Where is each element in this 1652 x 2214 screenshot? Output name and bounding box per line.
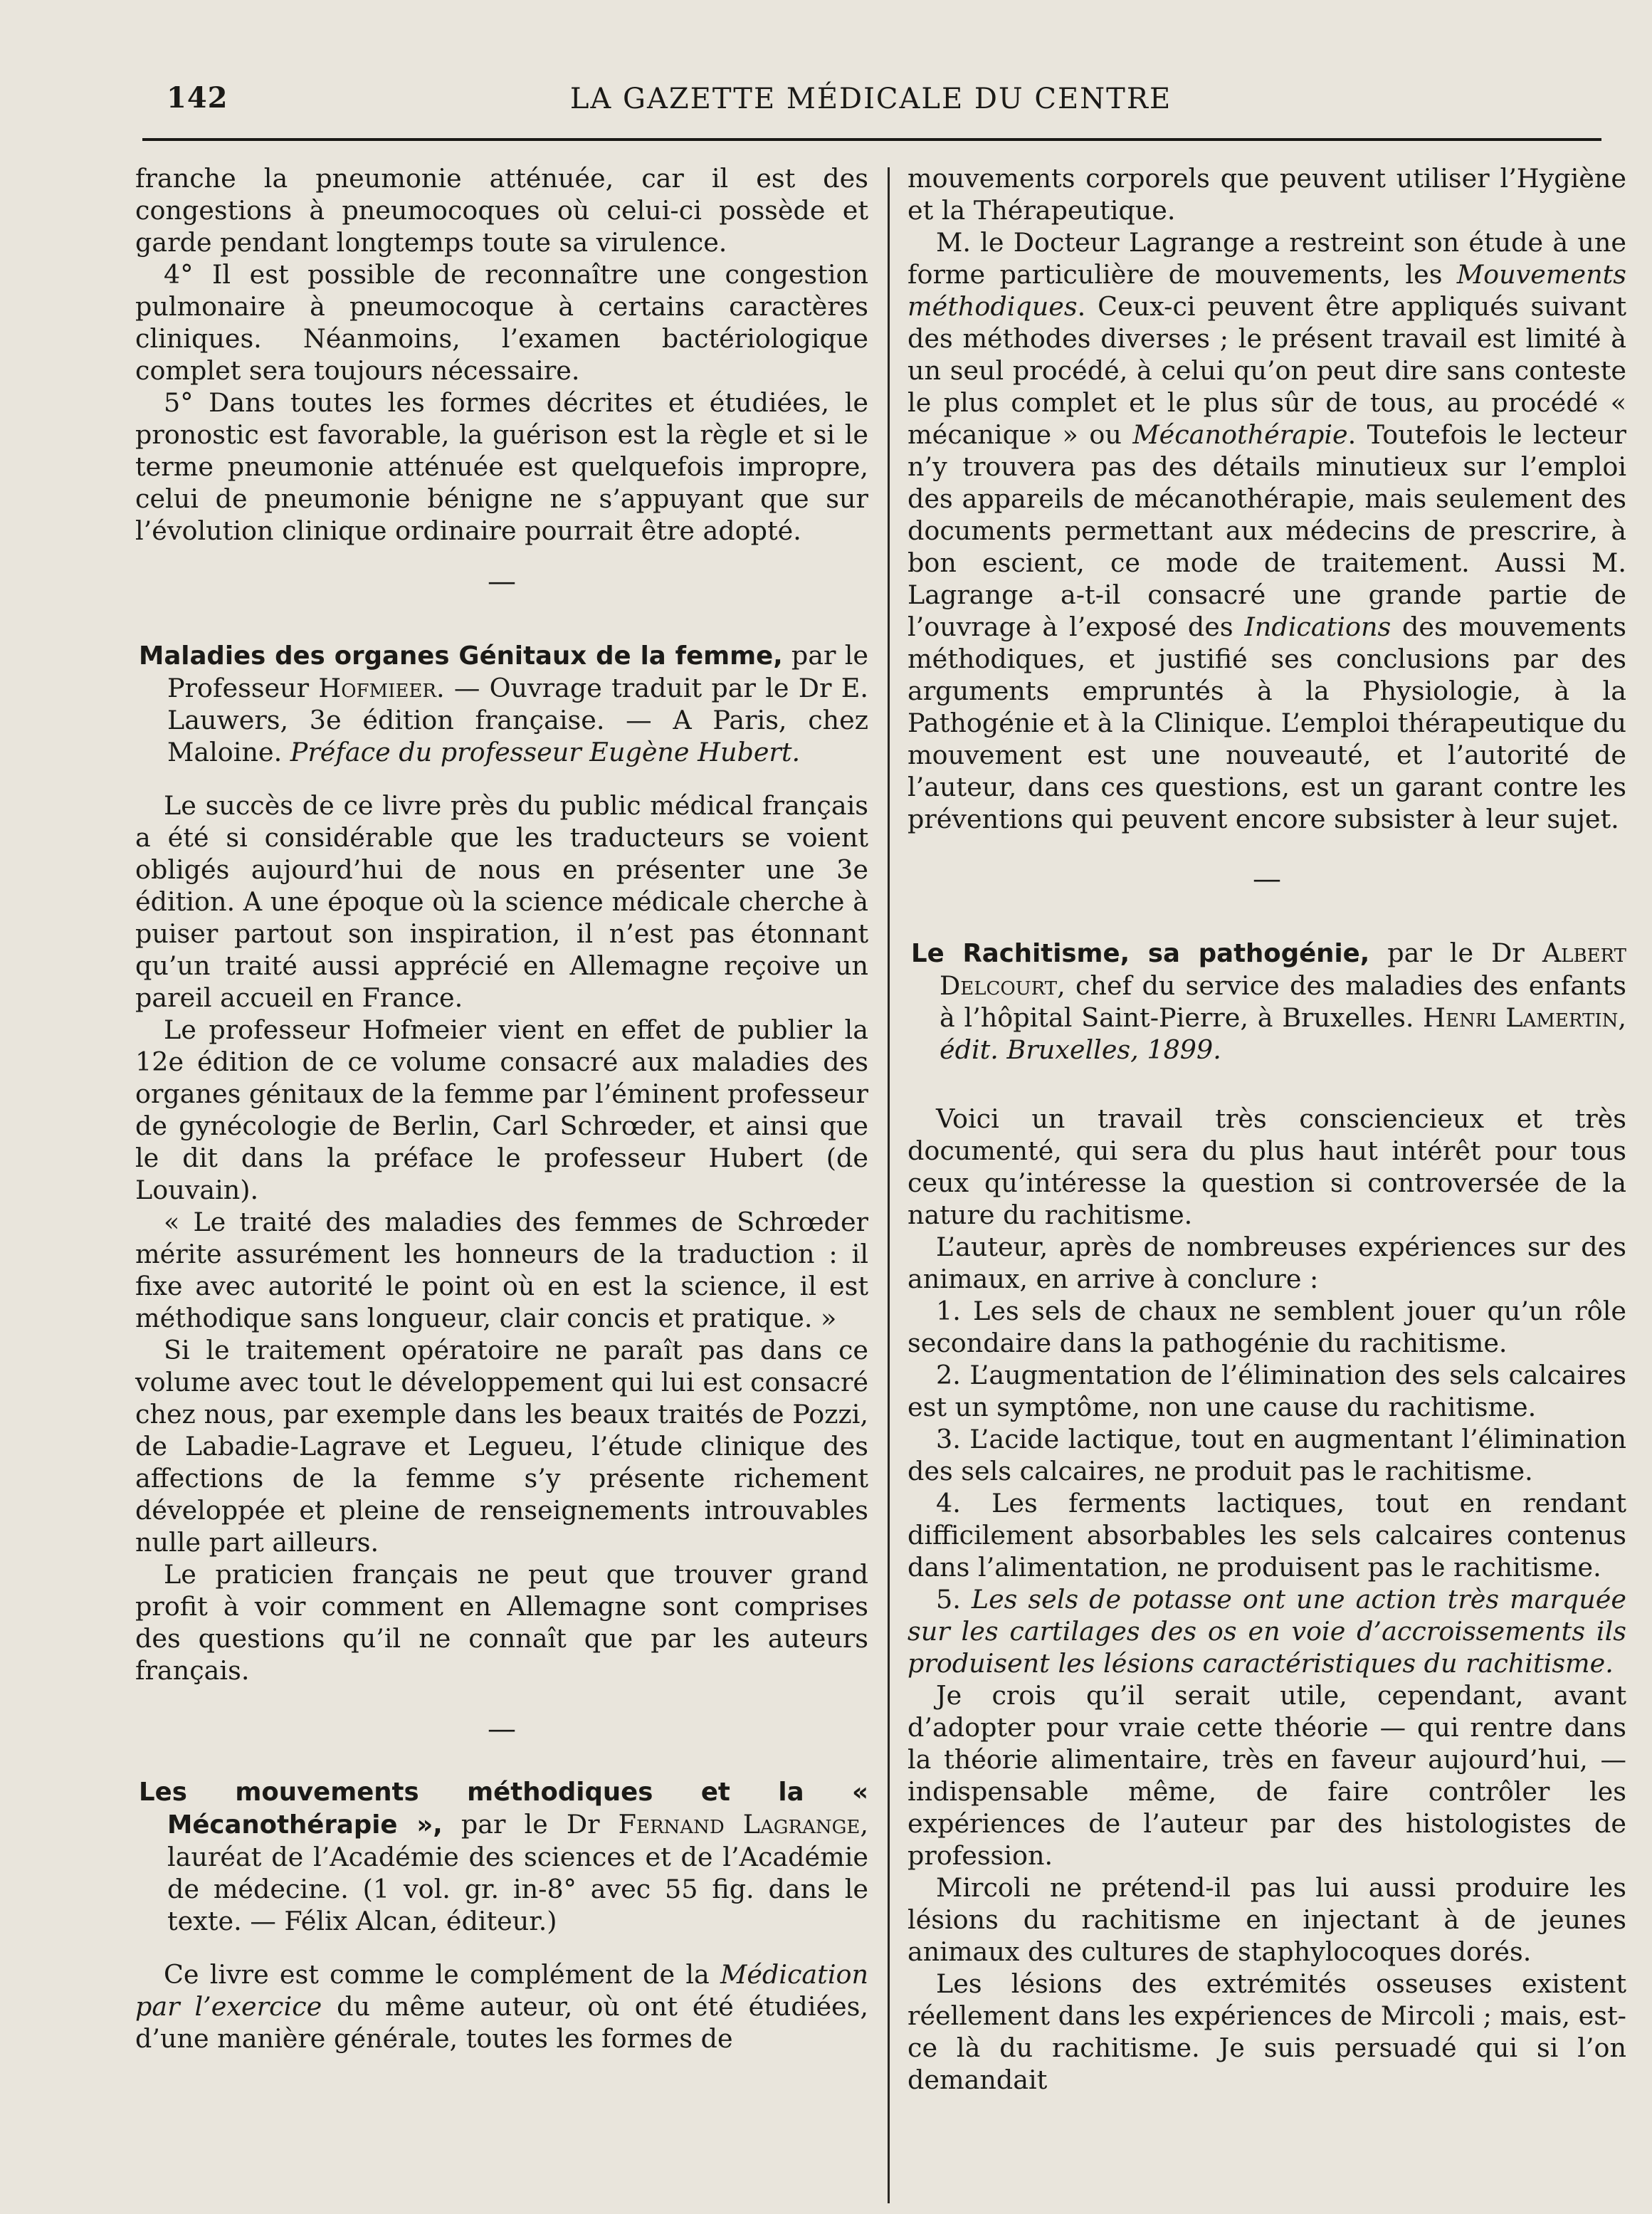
paragraph-quote: « Le traité des maladies des femmes de Schrœder mérite assurément les honneurs de la traduction : il fixe avec autorité le point où en est la science, il est méthodique sans longueur, clair concis et pratique. » (135, 1207, 868, 1333)
paragraph-body: Le succès de ce livre près du public médical français a été si considérable que les traducteurs se voient obligés aujourd’hui de nous en présenter une 3e édition. A une époque où la science médicale cherche à puiser partout son inspiration, il n’est pas étonnant qu’un traité aussi apprécié en Allemagne reçoive un pareil accueil en France. (135, 790, 868, 1013)
article-publication: , lauréat de l’Académie des sciences et de l’Académie de médecine. (1 vol. gr. in-8° avec 55 fig. dans le texte. — Félix Alcan, éditeur.) (167, 1809, 868, 1936)
article-title: Les mouvements méthodiques et la « Mécanothérapie », (139, 1778, 868, 1840)
article-author: Hofmieer (318, 673, 436, 703)
article-publisher: Henri Lamertin (1423, 1002, 1619, 1033)
column-divider (888, 167, 890, 2203)
text-run: . Ceux-ci peuvent être appliqués suivant des méthodes diverses ; le présent travail est limité à un seul procédé, à celui qu’on peut dire sans conteste le plus complet et le plus sûr de tous, au procédé « mécanique » ou (907, 291, 1626, 450)
article-publication: . — Ouvrage traduit par le Dr E. Lauwers, 3e édition française. — A Paris, chez Maloine. (167, 673, 868, 767)
page-number: 142 (167, 81, 228, 115)
paragraph-continued: mouvements corporels que peuvent utiliser l’Hygiène et la Thérapeutique. (907, 163, 1626, 226)
text-run: des mouvements méthodiques, et justifié ses conclusions par des arguments empruntés à la Physiologie, à la Pathogénie et à la Clinique. L’emploi thérapeutique du mouvement est une nouveauté, et l’autorité de l’auteur, dans ces questions, est un garant contre les préventions qui peuvent encore subsister à leur sujet. (907, 612, 1626, 834)
section-separator: — (1253, 863, 1281, 896)
paragraph-conclusion-5: 5° Dans toutes les formes décrites et étudiées, le pronostic est favorable, la guérison est la règle et si le terme pneumonie atténuée est quelquefois impropre, celui de pneumonie bénigne ne s’appuyant que sur l’évolution clinique ordinaire pourrait être adopté. (135, 387, 868, 546)
paragraph-body: Le professeur Hofmeier vient en effet de publier la 12e édition de ce volume consacré aux maladies des organes génitaux de la femme par l’éminent professeur de gynécologie de Berlin, Carl Schrœder, et ainsi que le dit dans la préface le professeur Hubert (de Louvain). (135, 1014, 868, 1205)
section-separator: — (488, 1713, 516, 1746)
spacer (907, 1066, 1626, 1103)
text-run: , (1618, 1002, 1626, 1033)
paragraph-body: L’auteur, après de nombreuses expériences sur des animaux, en arrive à conclure : (907, 1232, 1626, 1294)
article-by: par le Dr (1369, 938, 1542, 968)
emphasis: Les sels de potasse ont une action très marquée sur les cartilages des os en voie d’accroissements ils produisent les lésions caractéristiques du rachitisme. (907, 1584, 1626, 1679)
paragraph-body: Le praticien français ne peut que trouver grand profit à voir comment en Allemagne sont comprises des questions qu’il ne connaît que par les auteurs français. (135, 1559, 868, 1686)
article-edition: édit. Bruxelles, 1899. (940, 1034, 1221, 1065)
running-header (140, 77, 1602, 122)
journal-title: LA GAZETTE MÉDICALE DU CENTRE (569, 83, 1172, 115)
conclusion-item: 2. L’augmentation de l’élimination des sels calcaires est un symptôme, non une cause du rachitisme. (907, 1360, 1626, 1422)
paragraph-body: Si le traitement opératoire ne paraît pas dans ce volume avec tout le développement qui lui est consacré chez nous, par exemple dans les beaux traités de Pozzi, de Labadie-Lagrave et Legueu, l’étude clinique des affections de la femme s’y présente richement développée et pleine de renseignements introuvables nulle part ailleurs. (135, 1335, 868, 1558)
spacer (135, 1937, 868, 1958)
article-heading-hofmeier (135, 639, 868, 768)
article-preface: Préface du professeur Eugène Hubert. (290, 737, 801, 767)
article-title: Maladies des organes Génitaux de la femme, (139, 641, 783, 671)
article-by: par le Professeur (167, 640, 868, 703)
text-run: . Toutefois le lecteur n’y trouvera pas des détails minutieux sur l’emploi des appareils de mécanothérapie, mais seulement des documents permettant aux médecins de prescrire, à bon escient, ce mode de traitement. Aussi M. Lagrange a-t-il consacré une grande partie de l’ouvrage à l’exposé des (907, 419, 1626, 642)
left-column (135, 162, 868, 2055)
section-separator: — (488, 565, 516, 598)
paragraph-intro: franche la pneumonie atténuée, car il est des congestions à pneumocoques où celui-ci possède et garde pendant longtemps toute sa virulence. (135, 163, 868, 258)
paragraph-body (907, 226, 1626, 835)
conclusion-item: 3. L’acide lactique, tout en augmentant l’élimination des sels calcaires, ne produit pas le rachitisme. (907, 1424, 1626, 1486)
paragraph-conclusion-4: 4° Il est possible de reconnaître une congestion pulmonaire à pneumocoque à certains caractères cliniques. Néanmoins, l’examen bactériologique complet sera toujours nécessaire. (135, 259, 868, 386)
paragraph-body: Je crois qu’il serait utile, cependant, avant d’adopter pour vraie cette théorie — qui rentre dans la théorie alimentaire, très en faveur aujourd’hui, — indispensable même, de faire contrôler les expériences de l’auteur par des histologistes de profession. (907, 1680, 1626, 1871)
conclusion-item (907, 1583, 1626, 1679)
text-run: M. le Docteur Lagrange a restreint son étude à une forme particulière de mouvements, les (907, 227, 1626, 290)
article-by: par le Dr (442, 1809, 619, 1840)
conclusion-item: 1. Les sels de chaux ne semblent jouer qu’un rôle secondaire dans la pathogénie du rachitisme. (907, 1296, 1626, 1358)
item-number: 5. (936, 1584, 972, 1615)
article-title: Le Rachitisme, sa pathogénie, (911, 939, 1370, 968)
text-run: Ce livre est comme le complément de la (164, 1959, 720, 1990)
paragraph-body: Voici un travail très consciencieux et très documenté, qui sera du plus haut intérêt pour tous ceux qu’intéresse la question si controversée de la nature du rachitisme. (907, 1103, 1626, 1230)
article-affiliation: , chef du service des maladies des enfants à l’hôpital Saint-Pierre, à Bruxelles. (940, 970, 1626, 1033)
article-heading-rachitisme (907, 937, 1626, 1066)
paragraph-body: Mircoli ne prétend-il pas lui aussi produire les lésions du rachitisme en injectant à de jeunes animaux des cultures de staphylocoques dorés. (907, 1872, 1626, 1967)
article-author: Albert Delcourt (940, 938, 1626, 1001)
emphasis: Mouvements méthodiques (907, 259, 1626, 322)
article-author: Fernand Lagrange (618, 1809, 861, 1840)
right-column (907, 162, 1626, 2096)
conclusion-item: 4. Les ferments lactiques, tout en rendant difficilement absorbables les sels calcaires contenus dans l’alimentation, ne produisent pas le rachitisme. (907, 1488, 1626, 1583)
header-rule (142, 138, 1601, 141)
emphasis: Indications (1244, 612, 1391, 642)
spacer (135, 768, 868, 789)
paragraph-body: Les lésions des extrémités osseuses existent réellement dans les expériences de Mircoli ; mais, est-ce là du rachitisme. Je suis persuadé qui si l’on demandait (907, 1968, 1626, 2095)
book-title: Médication par l’exercice (135, 1959, 868, 2022)
text-run: du même auteur, où ont été étudiées, d’une manière générale, toutes les formes de (135, 1991, 868, 2054)
article-heading-lagrange (135, 1775, 868, 1937)
paragraph-body (135, 1958, 868, 2055)
emphasis: Mécanothérapie (1132, 419, 1348, 450)
